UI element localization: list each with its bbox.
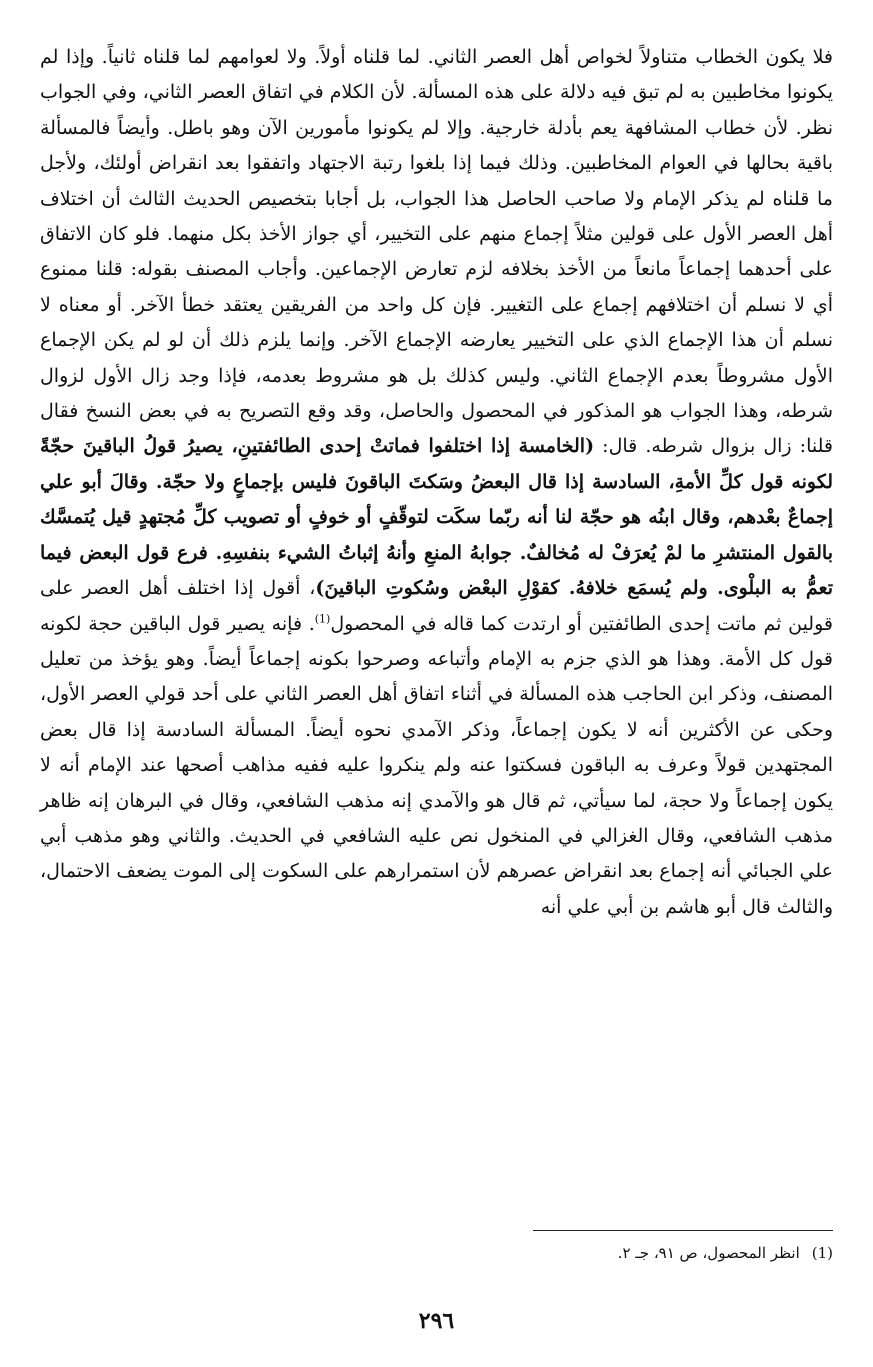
matn-quote: (الخامسة إذا اختلفوا فماتتْ إحدى الطائفتينِ، يصيرُ قولُ الباقينَ حجّةً لكونه قول كلِّ الأمةِ، السادسة إذا قال البعضُ وسَكتَ الباقونَ فليس بإجماعٍ ولا حجّة. وقالَ أبو علي إجماعٌ بعْدهم، وقال ابنُه هو حجّة لنا أنه ربّما سكَت لتوقّفٍ أو خوفٍ أو تصويب كلِّ مُجتهدٍ قيل يُتمسَّك بالقول المنتشرِ ما لمْ يُعرَفْ له مُخالفٌ. جوابهُ المنعِ وأنهُ إثباتُ الشيء بنفسِهِ. فرع قول البعض فيما تعمُّ به البلْوى. ولم يُسمَع خلافهُ. كقوْلِ البعْض وسُكوتِ الباقينَ) — [40, 435, 833, 600]
text-segment-1: فلا يكون الخطاب متناولاً لخواص أهل العصر الثاني. لما قلناه أولاً. ولا لعوامهم لما قلناه ثانياً. وإذا لم يكونوا مخاطبين به لم تبق فيه دلالة على هذه المسألة. لأن الكلام في اتفاق العصر الثاني، وفي الجواب نظر. لأن خطاب المشافهة يعم بأدلة خارجية. وإلا لم يكونوا مأمورين الآن وهو باطل. وأيضاً فالمسألة باقية بحالها في العوام المخاطبين. وذلك فيما إذا بلغوا رتبة الاجتهاد واتفقوا بعد انقراض أولئك، ولأجل ما قلناه لم يذكر الإمام ولا صاحب الحاصل هذا الجواب، بل أجابا بتخصيص الحديث الثالث أن اختلاف أهل العصر الأول على قولين مثلاً إجماع منهم على التخيير، أي جواز الأخذ بكل منهما. فلو كان الاتفاق على أحدهما إجماعاً مانعاً من الأخذ بخلافه لزم تعارض الإجماعين. وأجاب المصنف بقوله: قلنا ممنوع أي لا نسلم أن اختلافهم إجماع على التغيير. فإن كل واحد من الفريقين يعتقد خطأ الآخر. أو معناه لا نسلم أن هذا الإجماع الذي على التخيير يعارضه الإجماع الآخر. وإنما يلزم ذلك أن لو لم يكن الإجماع الأول مشروطاً بعدم الإجماع الثاني. وليس كذلك بل هو مشروط بعدمه، فإذا وجد زال الأول لزوال شرطه، وهذا الجواب هو المذكور في المحصول والحاصل، وقد وقع التصريح به في بعض النسخ فقال قلنا: زال بزوال شرطه. قال: — [40, 46, 834, 458]
book-page — [40, 40, 833, 1340]
footnote — [40, 1242, 833, 1264]
text-segment-2: ، أقول إذا اختلف أهل العصر على قولين ثم ماتت إحدى الطائفتين أو ارتدت كما قاله في المحصول — [40, 577, 833, 635]
page-number: ٢٩٦ — [418, 1308, 455, 1334]
footnote-reference: (1) — [314, 612, 331, 626]
footnote-divider — [533, 1230, 833, 1231]
text-segment-3: . فإنه يصير قول الباقين حجة لكونه قول كل الأمة. وهذا هو الذي جزم به الإمام وأتباعه وصرحوا بكونه إجماعاً أيضاً. وهو يؤخذ من تعليل المصنف، وذكر ابن الحاجب هذه المسألة في أثناء اتفاق أهل العصر الثاني على أحد قولي العصر الأول، وحكى عن الأكثرين أنه لا يكون إجماعاً، وذكر الآمدي نحوه أيضاً. المسألة السادسة إذا قال بعض المجتهدين قولاً وعرف به الباقون فسكتوا عنه ولم ينكروا عليه ففيه مذاهب أصحها عند الإمام أنه لا يكون إجماعاً ولا حجة، لما سيأتي، ثم قال هو والآمدي إنه مذهب الشافعي، وقال في البرهان إنه ظاهر مذهب الشافعي، وقال الغزالي في المنخول نص عليه الشافعي في الحديث. والثاني وهو مذهب أبي علي الجبائي أنه إجماع بعد انقراض عصرهم لأن استمرارهم على السكوت إلى الموت يضعف الاحتمال، والثالث قال أبو هاشم بن أبي علي أنه — [40, 612, 833, 918]
footnote-number: (1) — [811, 1244, 833, 1262]
main-text — [40, 40, 833, 925]
footnote-text: انظر المحصول، ص ٩١، جـ ٢. — [617, 1244, 800, 1262]
